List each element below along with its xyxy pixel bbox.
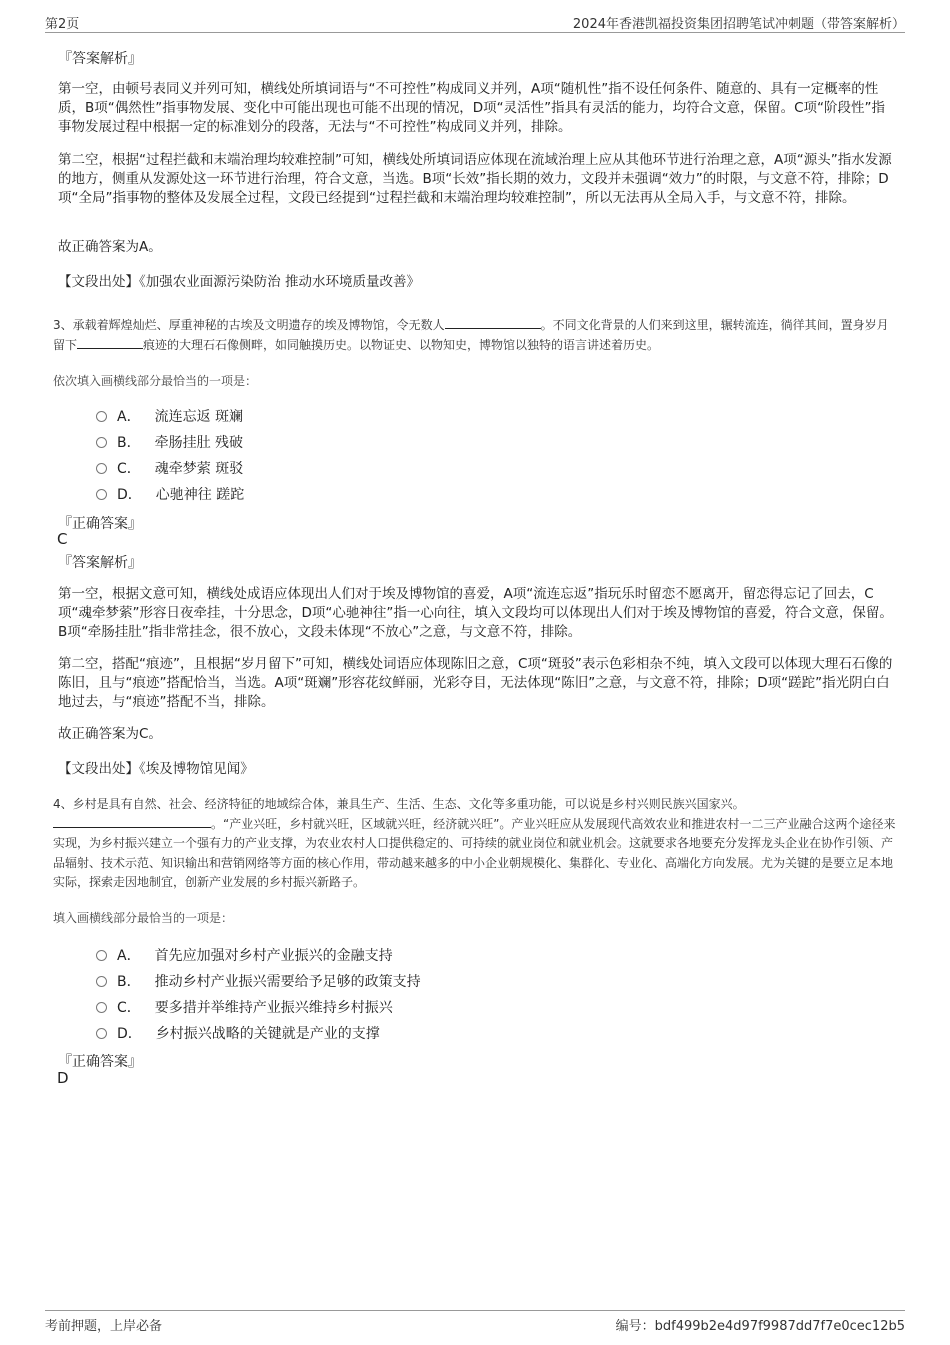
option-text: 首先应加强对乡村产业振兴的金融支持 bbox=[154, 948, 393, 964]
radio-icon[interactable] bbox=[96, 1002, 107, 1013]
option-text: 魂牵梦萦 斑驳 bbox=[154, 461, 244, 477]
correct-answer-label: 『正确答案』 bbox=[58, 1054, 142, 1070]
page-number: 第2页 bbox=[45, 17, 80, 32]
q4-prompt: 填入画横线部分最恰当的一项是： bbox=[53, 911, 234, 925]
option-letter: A． bbox=[117, 409, 141, 425]
answer-analysis-label: 『答案解析』 bbox=[58, 555, 142, 571]
page-footer bbox=[45, 1310, 905, 1334]
radio-icon[interactable] bbox=[96, 463, 107, 474]
q3-option-d[interactable] bbox=[96, 484, 244, 504]
q4-option-a[interactable] bbox=[96, 945, 393, 965]
q3-option-c[interactable] bbox=[96, 458, 243, 478]
q3-source bbox=[58, 760, 896, 779]
q3-stem-part-3: 痕迹的大理石石像侧畔，如同触摸历史。以物证史、以物知史，博物馆以独特的语言讲述着历史。 bbox=[143, 337, 660, 352]
source-title: 《加强农业面源污染防治 推动水环境质量改善》 bbox=[139, 274, 421, 290]
q3-analysis-para-1: 第一空，根据文意可知，横线处成语应体现出人们对于埃及博物馆的喜爱，A项“流连忘返”指玩乐时留恋不愿离开，留恋得忘记了回去，C项“魂牵梦萦”形容日夜牵挂，十分思念，D项“心驰神往”指一心向往，填入文段均可以体现出人们对于埃及博物馆的喜爱，符合文意，保留。B项“牵肠挂肚”指非常挂念，很不放心，文段未体现“不放心”之意，与文意不符，排除。 bbox=[58, 586, 893, 640]
page-header bbox=[45, 10, 905, 33]
q3-stem-part-1: 3、承载着辉煌灿烂、厚重神秘的古埃及文明遗存的埃及博物馆，令无数人 bbox=[53, 318, 445, 332]
q2-conclusion: 故正确答案为A。 bbox=[58, 239, 162, 255]
source-title: 《埃及博物馆见闻》 bbox=[139, 761, 254, 777]
radio-icon[interactable] bbox=[96, 976, 107, 987]
option-text: 要多措并举维持产业振兴维持乡村振兴 bbox=[154, 1000, 393, 1016]
q4-correct-answer: D bbox=[57, 1069, 69, 1087]
q3-option-b[interactable] bbox=[96, 432, 243, 452]
q4-stem bbox=[53, 795, 898, 893]
option-letter: D． bbox=[117, 487, 142, 503]
footer-slogan: 考前押题，上岸必备 bbox=[45, 1319, 163, 1334]
q4-option-c[interactable] bbox=[96, 997, 393, 1017]
q2-source bbox=[58, 273, 896, 292]
option-text: 心驰神往 蹉跎 bbox=[155, 487, 245, 503]
q3-prompt: 依次填入画横线部分最恰当的一项是： bbox=[53, 374, 258, 388]
option-text: 乡村振兴战略的关键就是产业的支撑 bbox=[155, 1026, 380, 1042]
option-text: 流连忘返 斑斓 bbox=[154, 409, 244, 425]
answer-analysis-label: 『答案解析』 bbox=[58, 51, 142, 67]
q3-stem bbox=[53, 316, 898, 355]
q4-option-d[interactable] bbox=[96, 1023, 380, 1043]
option-letter: B． bbox=[117, 435, 141, 451]
source-label: 【文段出处】 bbox=[58, 274, 139, 290]
q3-conclusion: 故正确答案为C。 bbox=[58, 726, 162, 742]
q3-blank-1 bbox=[445, 316, 541, 329]
q4-blank bbox=[53, 815, 211, 828]
radio-icon[interactable] bbox=[96, 950, 107, 961]
radio-icon[interactable] bbox=[96, 411, 107, 422]
q4-stem-part-1: 4、乡村是具有自然、社会、经济特征的地域综合体，兼具生产、生活、生态、文化等多重功能，可以说是乡村兴则民族兴国家兴。 bbox=[53, 797, 745, 811]
option-letter: C． bbox=[117, 1000, 141, 1016]
option-text: 牵肠挂肚 残破 bbox=[154, 435, 244, 451]
q3-blank-2 bbox=[77, 336, 143, 349]
correct-answer-label: 『正确答案』 bbox=[58, 516, 142, 532]
q2-analysis-para-1: 第一空，由顿号表同义并列可知，横线处所填词语与“不可控性”构成同义并列，A项“随机性”指不设任何条件、随意的、具有一定概率的性质，B项“偶然性”指事物发展、变化中可能出现也可能不出现的情况，D项“灵活性”指具有灵活的能力，均符合文意，保留。C项“阶段性”指事物发展过程中根据一定的标准划分的段落，无法与“不可控性”构成同义并列，排除。 bbox=[58, 81, 886, 135]
option-letter: B． bbox=[117, 974, 141, 990]
q3-stem-part-2: 。不同文化背景的人们来到这里，辗转流连，徜徉其间，置身岁月留下 bbox=[53, 318, 889, 352]
option-text: 推动乡村产业振兴需要给予足够的政策支持 bbox=[154, 974, 421, 990]
radio-icon[interactable] bbox=[96, 437, 107, 448]
q4-stem-part-2: 。“产业兴旺，乡村就兴旺，区域就兴旺，经济就兴旺”。产业兴旺应从发展现代高效农业和推进农村一二三产业融合这两个途径来实现，为乡村振兴建立一个强有力的产业支撑，为农业农村人口提供稳定的、可持续的就业岗位和就业机会。这就要求各地要充分发挥龙头企业在协作引领、产品辐射、技术示范、知识输出和营销网络等方面的核心作用，带动越来越多的中小企业朝规模化、集群化、专业化、高端化方向发展。尤为关键的是要立足本地实际，探索走因地制宜，创新产业发展的乡村振兴新路子。 bbox=[53, 816, 896, 889]
option-letter: A． bbox=[117, 948, 141, 964]
q3-analysis-para-2: 第二空，搭配“痕迹”，且根据“岁月留下”可知，横线处词语应体现陈旧之意，C项“斑驳”表示色彩相杂不纯，填入文段可以体现大理石石像的陈旧，且与“痕迹”搭配恰当，当选。A项“斑斓”形容花纹鲜丽，光彩夺目，无法体现“陈旧”之意，与文意不符，排除；D项“蹉跎”指光阴白白地过去，与“痕迹”搭配不当，排除。 bbox=[58, 656, 893, 710]
option-letter: D． bbox=[117, 1026, 142, 1042]
option-letter: C． bbox=[117, 461, 141, 477]
document-title: 2024年香港凯福投资集团招聘笔试冲刺题（带答案解析） bbox=[572, 17, 905, 32]
q4-option-b[interactable] bbox=[96, 971, 421, 991]
q2-analysis-para-2: 第二空，根据“过程拦截和末端治理均较难控制”可知，横线处所填词语应体现在流域治理上应从其他环节进行治理之意，A项“源头”指水发源的地方，侧重从发源处这一环节进行治理，符合文意，当选。B项“长效”指长期的效力，文段并未强调“效力”的时限，与文意不符，排除；D项“全局”指事物的整体及发展全过程，文段已经提到“过程拦截和末端治理均较难控制”，所以无法再从全局入手，与文意不符，排除。 bbox=[58, 152, 892, 206]
q3-option-a[interactable] bbox=[96, 406, 243, 426]
radio-icon[interactable] bbox=[96, 489, 107, 500]
q3-correct-answer: C bbox=[57, 530, 68, 548]
source-label: 【文段出处】 bbox=[58, 761, 139, 777]
radio-icon[interactable] bbox=[96, 1028, 107, 1039]
document-id: 编号：bdf499b2e4d97f9987dd7f7e0cec12b5 bbox=[615, 1319, 905, 1334]
